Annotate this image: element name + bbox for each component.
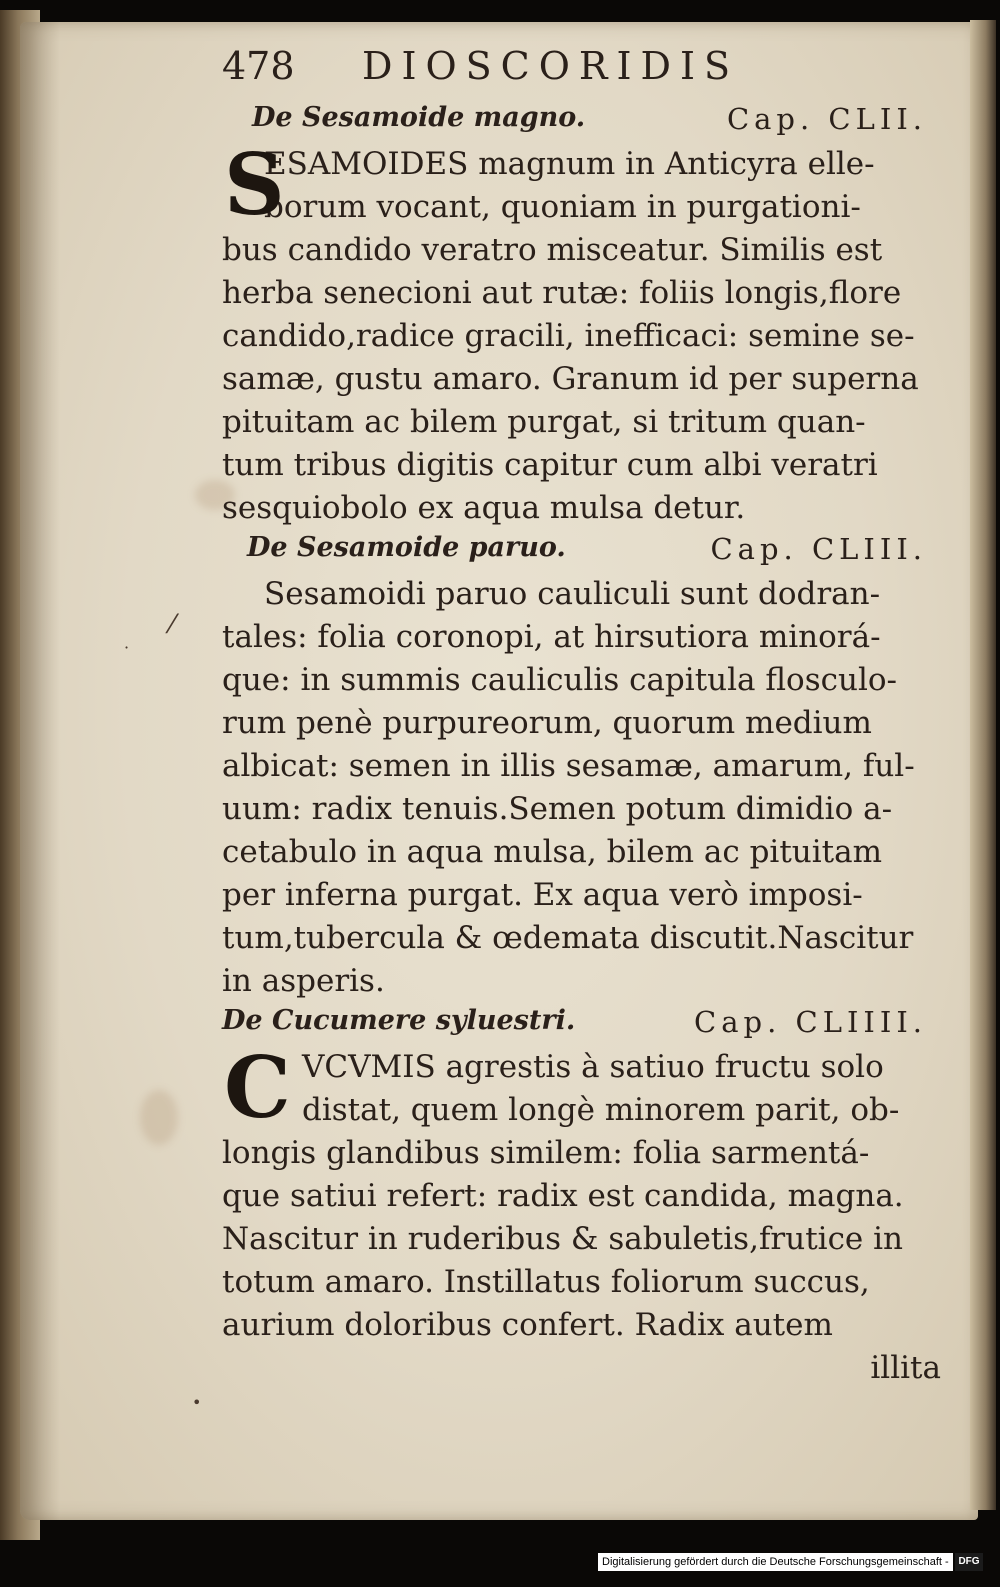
text-line: bus candido veratro misceatur. Similis est [222,232,883,268]
text-line: Sesamoidi paruo cauliculi sunt dodran- [264,576,881,612]
text-line: sesquiobolo ex aqua mulsa detur. [222,490,746,526]
ink-speck: • [192,1393,202,1412]
digitization-credit: Digitalisierung gefördert durch die Deutsche Forschungsgemeinschaft - [598,1553,953,1571]
running-head [222,40,947,100]
text-line: borum vocant, quoniam in purgationi- [264,189,861,225]
page-text [222,40,947,1390]
chapter-body [222,135,947,530]
text-line: cetabulo in aqua mulsa, bilem ac pituitam [222,834,883,870]
text-line: VCVMIS agrestis à satiuo fructu solo [302,1049,884,1085]
page-number: 478 [222,44,295,88]
gutter-shadow [20,22,60,1520]
text-line: albicat: semen in illis sesamæ, amarum, ful- [222,748,915,784]
text-line: que satiui refert: radix est candida, magna. [222,1178,904,1214]
chapter-number: Cap. CLIIII. [694,1005,927,1039]
catchword: illita [870,1350,941,1386]
drop-cap: C [224,1038,291,1137]
text-line: in asperis. [222,963,385,999]
chapter-number: Cap. CLIII. [710,532,927,566]
dfg-logo: DFG [955,1553,983,1571]
chapter-number: Cap. CLII. [726,102,927,136]
drop-cap: S [224,135,285,234]
chapter-title: De Sesamoide magno. [252,102,586,133]
chapter-title: De Cucumere syluestri. [222,1005,576,1036]
foxing-stain [140,1090,178,1145]
chapter-title: De Sesamoide paruo. [247,532,566,563]
book-edge-right [970,20,996,1510]
text-line: candido,radice gracili, inefficaci: semine se- [222,318,915,354]
text-line: rum penè purpureorum, quorum medium [222,705,872,741]
chapter-heading [222,1003,947,1046]
ink-speck: · [124,638,130,657]
text-line: ESAMOIDES magnum in Anticyra elle- [264,146,875,182]
text-line: longis glandibus similem: folia sarmentá- [222,1135,870,1171]
chapter-body [222,573,947,1003]
ink-speck: ⁄ [170,610,175,640]
text-line: que: in summis cauliculis capitula flosculo- [222,662,897,698]
text-line: herba senecioni aut rutæ: foliis longis,flore [222,275,902,311]
text-line: totum amaro. Instillatus foliorum succus, [222,1264,870,1300]
text-line: Nascitur in ruderibus & sabuletis,frutice in [222,1221,904,1257]
text-line: distat, quem longè minorem parit, ob- [302,1092,900,1128]
running-title: DIOSCORIDIS [362,44,740,88]
text-line: tales: folia coronopi, at hirsutiora minorá- [222,619,881,655]
text-line: samæ, gustu amaro. Granum id per superna [222,361,919,397]
chapter-heading [222,100,947,143]
text-line: per inferna purgat. Ex aqua verò imposi- [222,877,863,913]
text-line: aurium doloribus confert. Radix autem [222,1307,833,1343]
chapter-body [222,1038,947,1390]
text-line: tum,tubercula & œdemata discutit.Nascitur [222,920,914,956]
chapter-heading [222,530,947,573]
text-line: pituitam ac bilem purgat, si tritum quan- [222,404,866,440]
text-line: tum tribus digitis capitur cum albi veratri [222,447,878,483]
text-line: uum: radix tenuis.Semen potum dimidio a- [222,791,893,827]
